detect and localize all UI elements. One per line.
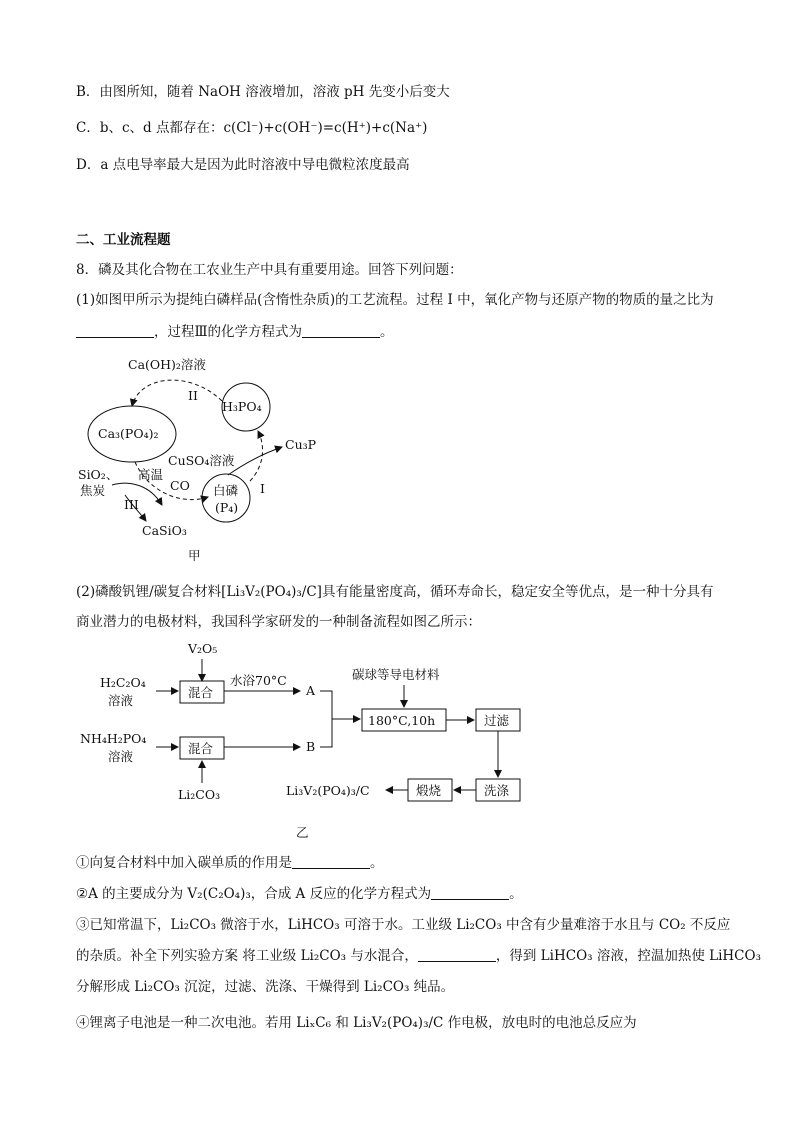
label-filter: 过滤 xyxy=(484,713,510,728)
answer-blank[interactable] xyxy=(431,885,509,900)
q8-part1-line1: (1)如图甲所示为提纯白磷样品(含惰性杂质)的工艺流程。过程 I 中，氧化产物与还原产物的物质的量之比为 xyxy=(76,292,714,308)
label-a: A xyxy=(306,683,316,698)
label-b: B xyxy=(306,739,316,754)
label-h2c2o4-solution: 溶液 xyxy=(108,693,134,708)
q8-part1-line2 xyxy=(76,322,394,342)
label-water-bath: 水浴70°C xyxy=(230,673,287,688)
q8-sub1-end: 。 xyxy=(370,855,384,871)
label-mix-1: 混合 xyxy=(188,685,214,700)
label-p4: (P₄) xyxy=(215,500,239,515)
answer-blank[interactable] xyxy=(418,947,496,962)
option-d: D．a 点电导率最大是因为此时溶液中导电微粒浓度最高 xyxy=(76,157,410,173)
q8-sub3-line3: 分解形成 Li₂CO₃ 沉淀，过滤、洗涤、干燥得到 Li₂CO₃ 纯品。 xyxy=(76,979,455,995)
q8-part1-end: 。 xyxy=(380,324,394,340)
label-co: CO xyxy=(170,478,190,493)
label-roman3: III xyxy=(124,497,139,512)
q8-stem: 8．磷及其化合物在工农业生产中具有重要用途。回答下列问题： xyxy=(76,262,463,278)
label-ca3po42: Ca₃(PO₄)₂ xyxy=(98,426,159,441)
option-c xyxy=(76,118,427,138)
figure-yi xyxy=(70,635,530,845)
q8-sub3-text-post: ，得到 LiHCO₃ 溶液，控温加热使 LiHCO₃ xyxy=(495,948,761,964)
answer-blank[interactable] xyxy=(292,854,370,869)
label-h2c2o4: H₂C₂O₄ xyxy=(100,675,146,690)
label-cu3p: Cu₃P xyxy=(285,437,317,452)
label-react: 180°C,10h xyxy=(368,713,436,728)
q8-part1-text: ，过程Ⅲ的化学方程式为 xyxy=(154,324,303,340)
q8-sub2-end: 。 xyxy=(509,886,523,902)
q8-part2-line2: 商业潜力的电极材料，我国科学家研发的一种制备流程如图乙所示： xyxy=(76,614,481,630)
q8-sub2-text: ②A 的主要成分为 V₂(C₂O₄)₃，合成 A 反应的化学方程式为 xyxy=(76,886,432,902)
q8-sub3-line1: ③已知常温下，Li₂CO₃ 微溶于水，LiHCO₃ 可溶于水。工业级 Li₂CO₃ 中含有少量难溶于水且与 CO₂ 不反应 xyxy=(76,917,731,933)
q8-sub2 xyxy=(76,884,523,904)
label-v2o5: V₂O₅ xyxy=(188,641,218,656)
label-carbon: 碳球等导电材料 xyxy=(352,667,440,682)
label-h3po4: H₃PO₄ xyxy=(222,399,262,414)
label-cuso4: CuSO₄溶液 xyxy=(168,453,235,468)
label-nh4h2po4: NH₄H₂PO₄ xyxy=(80,731,147,746)
q8-sub3-text: 的杂质。补全下列实验方案 将工业级 Li₂CO₃ 与水混合， xyxy=(76,948,418,964)
label-roman1: I xyxy=(260,481,265,496)
option-c-prefix: C．b、c、d 点都存在： xyxy=(76,120,224,136)
merge-bracket xyxy=(320,691,332,747)
label-casio3: CaSiO₃ xyxy=(142,523,187,538)
q8-sub1-text: ①向复合材料中加入碳单质的作用是 xyxy=(76,855,292,871)
caption-jia: 甲 xyxy=(188,548,201,563)
label-roman2: II xyxy=(188,388,198,403)
answer-blank[interactable] xyxy=(76,323,154,338)
label-gaowen: 高温 xyxy=(138,467,164,482)
section-title: 二、工业流程题 xyxy=(76,232,171,248)
answer-blank[interactable] xyxy=(302,323,380,338)
arrow-cu3p xyxy=(228,447,282,475)
label-white-p: 白磷 xyxy=(213,483,239,498)
arrow-process-2 xyxy=(132,380,222,406)
label-mix-2: 混合 xyxy=(188,741,214,756)
caption-yi: 乙 xyxy=(296,825,309,840)
label-coke: 焦炭 xyxy=(80,483,106,498)
label-wash: 洗涤 xyxy=(484,783,510,798)
label-nh4h2po4-solution: 溶液 xyxy=(108,749,134,764)
q8-sub1 xyxy=(76,853,384,873)
label-caoh2: Ca(OH)₂溶液 xyxy=(128,357,206,372)
q8-sub3-line2 xyxy=(76,946,761,966)
option-b: B．由图所知，随着 NaOH 溶液增加，溶液 pH 先变小后变大 xyxy=(76,84,450,100)
label-li2co3: Li₂CO₃ xyxy=(178,787,221,802)
label-calcine: 煅烧 xyxy=(416,783,442,798)
label-sio2: SiO₂、 xyxy=(78,467,119,482)
label-product: Li₃V₂(PO₄)₃/C xyxy=(286,783,370,798)
option-c-formula: c(Cl⁻)+c(OH⁻)=c(H⁺)+c(Na⁺) xyxy=(223,120,428,136)
q8-part2-line1: (2)磷酸钒锂/碳复合材料[Li₃V₂(PO₄)₃/C]具有能量密度高，循环寿命长，稳定安全等优点，是一种十分具有 xyxy=(76,584,714,600)
q8-sub4: ④锂离子电池是一种二次电池。若用 LiₓC₆ 和 Li₃V₂(PO₄)₃/C 作电极，放电时的电池总反应为 xyxy=(76,1015,637,1031)
figure-jia xyxy=(70,345,350,570)
